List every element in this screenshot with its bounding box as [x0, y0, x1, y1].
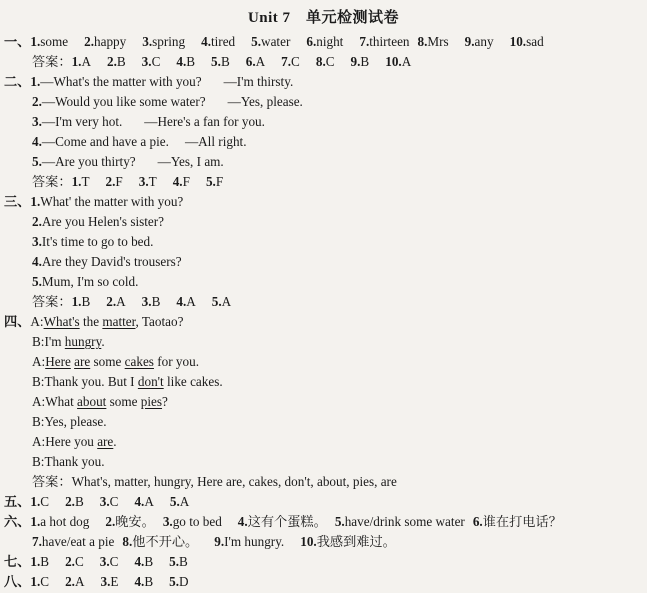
dialog-text: . [113, 434, 117, 449]
item-number: 6. [472, 514, 483, 529]
dialog-text: ? [162, 394, 168, 409]
answer-value: A [401, 54, 412, 69]
section-2-line-4 [32, 132, 247, 152]
dialog-text: I'm [44, 334, 65, 349]
answer-number: 7. [281, 54, 292, 69]
section-5-answers [4, 492, 189, 512]
answer-value: F [115, 174, 123, 189]
answer-value: B [40, 554, 50, 569]
item-text: I'm hungry. [224, 534, 285, 549]
answer-number: 2. [106, 54, 117, 69]
answer-number: 1. [71, 294, 82, 309]
item-text: happy [94, 34, 127, 49]
section-6-line-1 [4, 512, 562, 532]
section-4-line-7 [32, 432, 117, 452]
item-number: 5. [32, 274, 42, 289]
section-label: 三、 [4, 194, 31, 209]
item-text: —Here's a fan for you. [144, 114, 265, 129]
section-2-line-1 [4, 72, 293, 92]
section-2-line-3 [32, 112, 265, 132]
section-label: 八、 [4, 574, 31, 589]
item-number: 4. [32, 134, 42, 149]
answer-number: 3. [99, 494, 110, 509]
answer-value: C [291, 54, 300, 69]
item-number: 7. [359, 34, 370, 49]
answer-number: 1. [71, 174, 82, 189]
underlined-word: about [77, 394, 107, 409]
answer-label: 答案： [32, 474, 72, 489]
answer-number: 2. [65, 554, 75, 569]
section-6-line-2 [32, 532, 396, 552]
speaker: B: [32, 334, 45, 349]
answer-number: 5. [211, 294, 222, 309]
item-number: 10. [509, 34, 527, 49]
underlined-word: are [74, 354, 91, 369]
item-text: Mrs [427, 34, 449, 49]
answer-value: A [81, 54, 91, 69]
answer-value: A [186, 294, 196, 309]
answer-value: T [148, 174, 157, 189]
underlined-word: matter [102, 314, 136, 329]
speaker: A: [32, 354, 46, 369]
item-number: 4. [32, 254, 42, 269]
answer-value: A [144, 494, 154, 509]
underlined-word: are [97, 434, 114, 449]
answer-label: 答案： [32, 54, 72, 69]
dialog-text: . [101, 334, 105, 349]
answer-value: C [40, 494, 50, 509]
answer-value: B [144, 574, 154, 589]
item-text: sad [526, 34, 544, 49]
answer-value: B [116, 54, 126, 69]
item-text: go to bed [172, 514, 222, 529]
speaker: A: [32, 434, 46, 449]
section-4-line-1 [4, 312, 183, 332]
answer-value: B [186, 54, 196, 69]
answer-value: C [40, 574, 50, 589]
section-4-line-8 [32, 452, 105, 472]
answer-number: 3. [99, 554, 110, 569]
section-3-line-2 [32, 212, 164, 232]
item-text: any [474, 34, 494, 49]
item-text: —I'm very hot. [41, 114, 123, 129]
item-number: 10. [300, 534, 317, 549]
section-label: 一、 [4, 34, 31, 49]
item-number: 1. [30, 74, 41, 89]
answer-value: B [74, 494, 84, 509]
section-label: 二、 [4, 74, 31, 89]
section-3-line-1 [4, 192, 183, 212]
dialog-text: , Taotao? [135, 314, 184, 329]
section-3-line-5 [32, 272, 138, 292]
answer-value: C [151, 54, 161, 69]
answer-number: 2. [105, 174, 116, 189]
item-text: Are you Helen's sister? [41, 214, 165, 229]
item-number: 3. [32, 234, 42, 249]
answer-value: C [325, 54, 335, 69]
answer-number: 2. [65, 494, 75, 509]
speaker: A: [30, 314, 44, 329]
item-text: —I'm thirsty. [223, 74, 294, 89]
answer-number: 1. [71, 54, 82, 69]
answer-value: B [151, 294, 161, 309]
answer-number: 3. [141, 54, 152, 69]
dialog-text: like cakes. [163, 374, 223, 389]
answer-value: B [220, 54, 230, 69]
answer-number: 4. [134, 494, 145, 509]
answer-number: 3. [141, 294, 152, 309]
answer-value: B [144, 554, 154, 569]
item-number: 3. [162, 514, 173, 529]
underlined-word: cakes [124, 354, 154, 369]
item-number: 2. [32, 214, 42, 229]
answer-value: T [81, 174, 90, 189]
item-text: Are they David's trousers? [41, 254, 182, 269]
answer-number: 2. [65, 574, 75, 589]
section-7-answers [4, 552, 188, 572]
answer-number: 4. [134, 554, 145, 569]
answer-number: 2. [106, 294, 117, 309]
item-number: 1. [30, 34, 41, 49]
answer-value: B [360, 54, 370, 69]
section-3-line-3 [32, 232, 153, 252]
page-title: Unit 7 单元检测试卷 [247, 10, 400, 26]
item-number: 9. [214, 534, 225, 549]
answer-value: A [255, 54, 266, 69]
item-number: 5. [334, 514, 345, 529]
answer-number: 1. [30, 574, 41, 589]
answer-label: 答案： [32, 174, 72, 189]
answer-value: C [109, 494, 119, 509]
dialog-text: Yes, please. [44, 414, 107, 429]
item-number: 5. [251, 34, 262, 49]
answer-number: 4. [176, 54, 187, 69]
item-text: spring [152, 34, 186, 49]
answer-value: F [215, 174, 224, 189]
item-number: 8. [417, 34, 428, 49]
underlined-word: Here [45, 354, 71, 369]
item-number: 4. [237, 514, 248, 529]
item-number: 2. [84, 34, 94, 49]
item-text: 我感到难过。 [316, 534, 396, 549]
answer-value: D [179, 574, 189, 589]
dialog-text: Thank you. But I [44, 374, 138, 389]
section-label: 六、 [4, 514, 31, 529]
answer-number: 5. [205, 174, 216, 189]
item-text: —All right. [184, 134, 247, 149]
answer-number: 4. [172, 174, 183, 189]
section-4-line-4 [32, 372, 223, 392]
answer-number: 8. [315, 54, 326, 69]
dialog-text: Thank you. [44, 454, 105, 469]
answer-value: B [179, 554, 188, 569]
item-text: 他不开心。 [132, 534, 199, 549]
section-3-answers [32, 292, 231, 312]
section-8-answers [4, 572, 189, 592]
dialog-text: for you. [153, 354, 200, 369]
section-1-items [4, 32, 544, 52]
item-text: It's time to go to bed. [41, 234, 154, 249]
answer-number: 10. [385, 54, 402, 69]
answer-number: 4. [176, 294, 187, 309]
dialog-text: some [106, 394, 141, 409]
answer-value: C [74, 554, 84, 569]
answer-value: A [221, 294, 232, 309]
underlined-word: What's [43, 314, 80, 329]
item-text: have/eat a pie [41, 534, 115, 549]
speaker: B: [32, 414, 45, 429]
section-1-answers [32, 52, 411, 72]
answer-value: A [179, 494, 190, 509]
speaker: B: [32, 454, 45, 469]
section-3-line-4 [32, 252, 182, 272]
answer-number: 5. [211, 54, 221, 69]
speaker: A: [32, 394, 46, 409]
item-text: night [316, 34, 344, 49]
item-number: 1. [30, 514, 41, 529]
item-text: water [261, 34, 291, 49]
answer-value: C [109, 554, 119, 569]
underlined-word: hungry [64, 334, 102, 349]
answer-number: 5. [169, 494, 180, 509]
section-4-line-5 [32, 392, 168, 412]
section-2-line-2 [32, 92, 303, 112]
answer-number: 1. [30, 494, 41, 509]
answer-number: 3. [138, 174, 149, 189]
item-number: 2. [105, 514, 116, 529]
answer-label: 答案： [32, 294, 72, 309]
item-text: What' the matter with you? [40, 194, 184, 209]
item-number: 7. [32, 534, 42, 549]
answer-number: 5. [169, 574, 180, 589]
answer-number: 1. [30, 554, 41, 569]
item-text: —Yes, please. [227, 94, 303, 109]
item-text: a hot dog [40, 514, 90, 529]
section-4-answers [32, 472, 397, 492]
item-text: —What's the matter with you? [40, 74, 202, 89]
section-4-line-3 [32, 352, 199, 372]
item-number: 1. [30, 194, 41, 209]
item-number: 2. [32, 94, 42, 109]
section-label: 五、 [4, 494, 31, 509]
answer-number: 4. [134, 574, 145, 589]
item-text: 晚安。 [115, 514, 155, 529]
dialog-text: Here you [45, 434, 98, 449]
item-number: 3. [32, 114, 42, 129]
item-text: thirteen [369, 34, 410, 49]
section-4-line-2 [32, 332, 105, 352]
answer-value: F [182, 174, 190, 189]
item-text: some [40, 34, 69, 49]
dialog-text: some [90, 354, 125, 369]
answer-value: What's, matter, hungry, Here are, cakes, don't, about, pies, are [71, 474, 397, 489]
section-2-answers [32, 172, 223, 192]
item-number: 3. [142, 34, 153, 49]
item-text: have/drink some water [344, 514, 465, 529]
item-text: —Yes, I am. [157, 154, 224, 169]
item-number: 9. [464, 34, 475, 49]
answer-number: 6. [245, 54, 256, 69]
item-text: Mum, I'm so cold. [41, 274, 139, 289]
section-label: 四、 [4, 314, 31, 329]
underlined-word: pies [140, 394, 163, 409]
item-text: tired [210, 34, 236, 49]
item-number: 5. [32, 154, 42, 169]
answer-number: 9. [350, 54, 361, 69]
item-number: 6. [306, 34, 317, 49]
answer-value: E [110, 574, 119, 589]
dialog-text: What [45, 394, 78, 409]
item-text: 谁在打电话？ [482, 514, 562, 529]
dialog-text: the [79, 314, 103, 329]
underlined-word: don't [137, 374, 164, 389]
speaker: B: [32, 374, 45, 389]
item-number: 4. [201, 34, 211, 49]
answer-number: 3. [100, 574, 111, 589]
section-2-line-5 [32, 152, 224, 172]
answer-value: A [74, 574, 85, 589]
item-number: 8. [122, 534, 133, 549]
answer-value: B [81, 294, 91, 309]
item-text: —Are you thirty? [41, 154, 136, 169]
item-text: —Would you like some water? [41, 94, 206, 109]
section-label: 七、 [4, 554, 31, 569]
item-text: —Come and have a pie. [41, 134, 169, 149]
item-text: 这有个蛋糕。 [247, 514, 327, 529]
answer-number: 5. [169, 554, 180, 569]
answer-value: A [116, 294, 126, 309]
section-4-line-6 [32, 412, 107, 432]
